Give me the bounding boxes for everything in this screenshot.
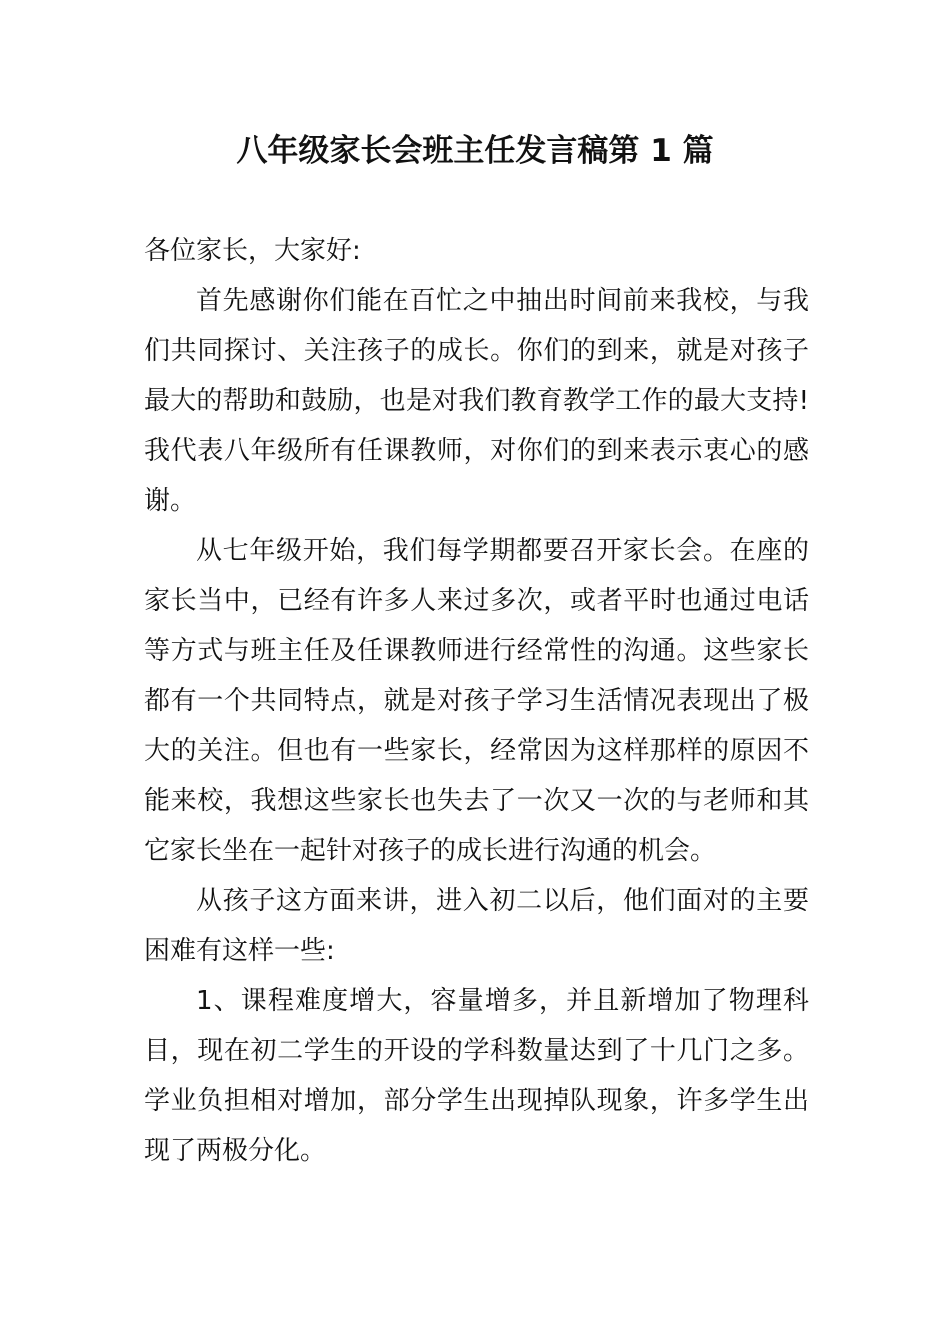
greeting: 各位家长，大家好: xyxy=(144,236,361,266)
paragraph-difficulty-1: 1、课程难度增大，容量增多，并且新增加了物理科目，现在初二学生的开设的学科数量达到了十几门之多。学业负担相对增加，部分学生出现掉队现象，许多学生出现了两极分化。 xyxy=(144,986,809,1166)
document-title: 八年级家长会班主任发言稿第 1 篇 xyxy=(236,133,714,169)
paragraph-thanks: 首先感谢你们能在百忙之中抽出时间前来我校，与我们共同探讨、关注孩子的成长。你们的到来，就是对孩子最大的帮助和鼓励，也是对我们教育教学工作的最大支持!我代表八年级所有任课教师，对你们的到来表示衷心的感谢。 xyxy=(144,286,809,516)
document-body xyxy=(144,226,809,1176)
paragraph-difficulties-intro: 从孩子这方面来讲，进入初二以后，他们面对的主要困难有这样一些: xyxy=(144,886,809,966)
paragraph-meetings: 从七年级开始，我们每学期都要召开家长会。在座的家长当中，已经有许多人来过多次，或者平时也通过电话等方式与班主任及任课教师进行经常性的沟通。这些家长都有一个共同特点，就是对孩子学习生活情况表现出了极大的关注。但也有一些家长，经常因为这样那样的原因不能来校，我想这些家长也失去了一次又一次的与老师和其它家长坐在一起针对孩子的成长进行沟通的机会。 xyxy=(144,536,809,866)
